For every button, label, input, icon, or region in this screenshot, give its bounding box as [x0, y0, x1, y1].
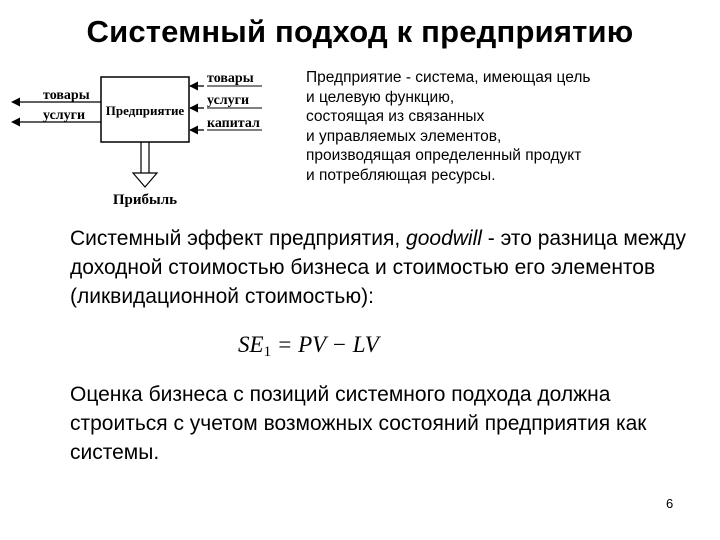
system-effect-formula [238, 332, 379, 361]
enterprise-system-diagram [0, 60, 300, 210]
page-number: 6 [666, 496, 674, 511]
business-valuation-paragraph: Оценка бизнеса с позиций системного подхода должна строиться с учетом возможных состояний предприятия как системы. [70, 383, 647, 464]
definition-line: и целевую функцию, [306, 88, 455, 106]
formula-subscript: 1 [263, 344, 272, 360]
input-label-services: услуги [207, 93, 250, 108]
profit-arrow [133, 142, 157, 187]
formula-lhs: SE [238, 332, 264, 357]
system-effect-text-start: Системный эффект предприятия, [70, 227, 407, 250]
enterprise-label: Предприятие [105, 103, 185, 118]
profit-label: Прибыль [112, 192, 178, 208]
definition-line: производящая определенный продукт [306, 147, 582, 164]
enterprise-definition [306, 68, 706, 185]
definition-line: состоящая из связанных [306, 108, 485, 125]
system-effect-text-end: - это разница между доходной стоимостью бизнеса и стоимостью его элементов (ликвидационной стоимостью): [70, 227, 687, 308]
formula-rhs: = PV − LV [271, 332, 379, 357]
slide-title: Системный подход к предприятию [86, 14, 634, 49]
output-label-services: услуги [43, 108, 86, 123]
input-label-goods: товары [207, 71, 254, 86]
input-label-capital: капитал [207, 116, 260, 131]
definition-line: и управляемых элементов, [306, 127, 502, 145]
system-effect-paragraph [70, 224, 690, 311]
output-label-goods: товары [43, 88, 90, 103]
goodwill-term: goodwill [406, 227, 482, 250]
definition-line: и потребляющая ресурсы. [306, 166, 496, 184]
definition-line: Предприятие - система, имеющая цель [306, 69, 591, 86]
